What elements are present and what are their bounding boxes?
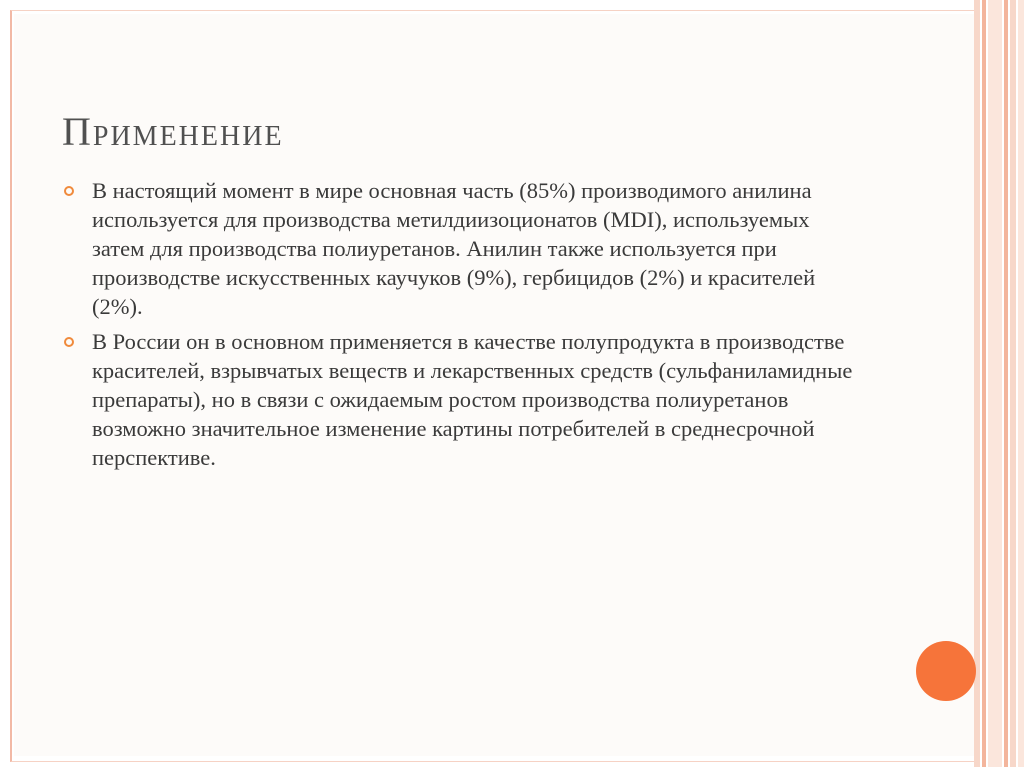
stripe (974, 0, 980, 767)
stripe (988, 0, 1002, 767)
bullet-circle-icon (64, 337, 74, 347)
bullet-circle-icon (64, 186, 74, 196)
bullet-item (64, 327, 864, 472)
stripe (982, 0, 986, 767)
bullet-list (64, 176, 864, 478)
bullet-item (64, 176, 864, 321)
bullet-text: В России он в основном применяется в качестве полупродукта в производстве красителей, взрывчатых веществ и лекарственных средств (сульфаниламидные препараты), но в связи с ожидаемым ростом производства полиуретанов возможно значительное изменение картины потребителей в среднесрочной перспективе. (92, 329, 853, 470)
decorative-stripes (974, 0, 1024, 767)
decorative-circle-icon (916, 641, 976, 701)
stripe (1004, 0, 1008, 767)
stripe (1010, 0, 1016, 767)
stripe (1018, 0, 1024, 767)
slide-title: Применение (62, 109, 284, 154)
bullet-text: В настоящий момент в мире основная часть (85%) производимого анилина используется для производства метилдиизоционатов (MDI), используемых затем для производства полиуретанов. Анилин также используется при производстве искусственных каучуков (9%), гербицидов (2%) и красителей (2%). (92, 178, 816, 319)
